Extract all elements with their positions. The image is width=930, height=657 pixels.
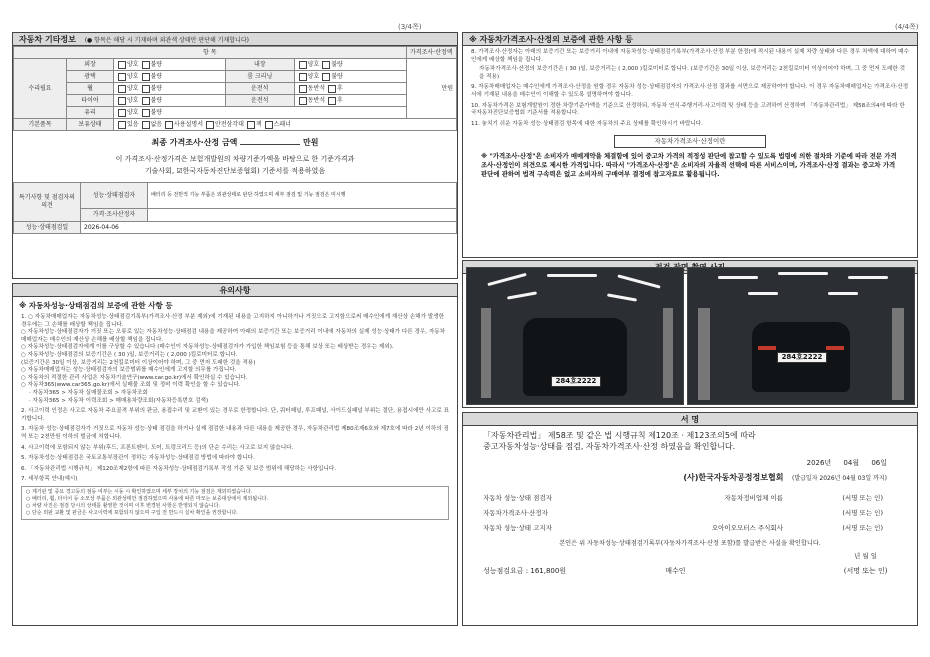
notice-paragraph: 4. 사고이력에 포함되지 않는 부위(후드, 프론트펜더, 도어, 트렁크리드 등)의 단순 수리는 사고로 보지 않습니다. <box>21 444 294 451</box>
price-definition-title: 자동차가격조사·산정이란 <box>614 135 766 148</box>
checkbox[interactable] <box>142 109 150 117</box>
checkbox[interactable] <box>118 85 126 93</box>
sign-law-text <box>463 426 917 456</box>
checkbox[interactable] <box>142 97 150 105</box>
notice-section <box>12 283 458 626</box>
sign-field[interactable]: (서명 또는 인) <box>842 524 883 532</box>
rear-photo <box>687 267 915 405</box>
price-warranty-section <box>462 32 918 258</box>
etc-info-title: 자동차 기타정보 <box>19 35 76 44</box>
sign-row: 자동차 성능·상태 고지자 오아이오모터스 주식회사 (서명 또는 인) <box>483 521 897 536</box>
checkbox[interactable] <box>142 85 150 93</box>
opinion-table <box>13 182 457 234</box>
etc-info-table <box>13 46 457 131</box>
front-plate: 284호2222 <box>551 376 601 387</box>
sign-date: 2026년 04월 06일 <box>806 459 887 467</box>
price-unit: 만원 <box>406 59 456 119</box>
checkbox[interactable] <box>206 121 214 129</box>
final-price-label: 최종 가격조사·산정 금액 <box>151 138 238 147</box>
checkbox[interactable] <box>118 61 126 69</box>
sign-org: (사)한국자동차공정정보협회 (발급일자 2026년 04월 03일 까지) <box>683 473 887 482</box>
warranty-paragraph: 자동차가격조사·산정의 보증기간은 ( 30 )일, 보증거리는 ( 2,000 )킬로미터로 합니다. (보증기간은 30일 이상, 보증거리는 2천킬로미터 이상이어야 하며, 그 중 먼저 도래한 것을 적용) <box>479 66 905 80</box>
fee-label: 성능점검요금 : 161,800원 <box>483 567 567 575</box>
rear-plate: 284호2222 <box>777 352 827 363</box>
notice-detail-item: ○ 단순 외판 교환 및 판금은 사고이력에 포함되지 않으며 구입 전 반드시 실차 확인을 권장합니다. <box>26 509 238 516</box>
row-group-repair: 수리필요 <box>14 59 67 119</box>
row-name: 룸 크리닝 <box>225 71 294 83</box>
row-name: 유리 <box>67 107 114 119</box>
col-price-header: 가격조사·산정액 <box>406 47 456 59</box>
checkbox[interactable] <box>299 73 307 81</box>
notice-paragraph: 2. 사고이력 인정은 사고로 자동차 주요골격 부위의 판금, 용접수리 및 교환이 있는 경우로 한정합니다. 단, 쿼터패널, 루프패널, 사이드실패널 부위는 절단, 용접시에만 사고로 표기합니다. <box>21 408 449 422</box>
checkbox[interactable] <box>328 97 336 105</box>
checkbox[interactable] <box>299 61 307 69</box>
row-name: 운전석 <box>225 83 294 95</box>
table-row: 유리 양호 불량 <box>14 107 457 119</box>
checkbox[interactable] <box>142 73 150 81</box>
table-row: 수리필요 외장 양호 불량 내장 양호 불량 만원 <box>14 59 457 71</box>
etc-info-section <box>12 32 458 279</box>
page-number-left: (3/4쪽) <box>398 23 422 31</box>
etc-info-note: (● 항목은 해당 시 기재하며 외관색 상태만 판단해 기재합니다) <box>84 37 249 44</box>
final-price-row <box>13 137 457 148</box>
sign-rows <box>463 491 917 536</box>
checkbox[interactable] <box>118 121 126 129</box>
warranty-paragraph: 8. 가격조사·산정자는 아래의 보증기간 또는 보증거리 이내에 자동차성능·상태점검기록부(가격조사·산정 부분 한정)에 적시된 내용이 실제 차량 상태와 다른 경우 차액에 대하여 매수인에게 배상할 책임을 집니다. <box>471 49 909 63</box>
warranty-paragraph: 9. 자동차매매업자는 매수인에게 가격조사·산정을 원할 경우 자동차 성능·상태점검자의 가격조사·산정 결과를 서면으로 제공하여야 합니다. 이 경우 자동차매매업자는 가격조사·산정서에 기재된 내용을 매수인이 이해할 수 있도록 설명하여야 합니다. <box>471 84 909 98</box>
notice-paragraph: · 자동차365 > 자동차 실매물조회 > 자동차조회 <box>29 389 148 396</box>
notice-detail-item: ○ 차량 사진은 점검 당시의 상태를 촬영한 것이며 이후 변경된 사항은 반영되지 않습니다. <box>26 502 221 509</box>
table-row: 광택 양호 불량 룸 크리닝 양호 불량 <box>14 71 457 83</box>
checkbox[interactable] <box>165 121 173 129</box>
receipt-date: 년 월 일 <box>854 552 877 560</box>
col-item-header: 항 목 <box>14 47 407 59</box>
notice-paragraph: ○ 자동차성능·상태점검자에게 이를 구상할 수 있습니다 (매수인이 자동차성능·상태점검자가 가입한 책임보험 등을 통해 보상 또는 배상받는 경우는 제외). <box>21 344 394 351</box>
checkbox[interactable] <box>247 121 255 129</box>
opinion-text: 배터리 등 전반적 기능 부품은 외관상태로 판단 하였으며 세부 점검 및 기능 점검은 미시행 <box>148 183 457 209</box>
notice-body <box>13 314 457 520</box>
row-name: 보유상태 <box>67 119 114 131</box>
checkbox[interactable] <box>322 73 330 81</box>
row-name: 운전석 <box>225 95 294 107</box>
sign-section <box>462 412 918 626</box>
notice-paragraph: · 자동차365 > 자동차 이력조회 > 매매용차량조회(자동차등록번호 검색) <box>29 397 209 404</box>
sign-field[interactable]: (서명 또는 인) <box>842 494 883 502</box>
warranty-paragraph: 10. 자동차가격은 보험개발원이 정한 차량기준가액을 기준으로 산정하되, 자동차 연식·주행거리·사고이력 및 상태 등을 고려하여 산정하며 「자동차관리법」 제58조의4에 따라 한국자동차진단보증협회 기준서를 적용합니다. <box>471 102 905 117</box>
sign-row: 자동차가격조사·산정자 (서명 또는 인) <box>483 506 897 521</box>
price-definition-text: ※ "가격조사·산정"은 소비자가 매매계약을 체결함에 있어 중고차 가격의 적정성 판단에 참고할 수 있도록 법령에 의한 절차와 기준에 따라 전문 가격조사·산정인이 의견으로 제시한 가격입니다. 따라서 "가격조사·산정"은 소비자의 자율적 선택에 따른 서비스이며, 가격조사·산정 결과는 중고차 가격판단에 관하여 법적 구속력은 없고 소비자의 구매여부 결정에 참고자료로 활용됩니다. <box>481 152 897 179</box>
notice-paragraph: ○ 자동차365(www.car365.go.kr)에서 실매물 조회 및 정비 이력 확인을 할 수 있습니다. <box>21 382 241 389</box>
checkbox[interactable] <box>118 97 126 105</box>
sign-title: 서 명 <box>463 413 917 426</box>
sign-field[interactable]: (서명 또는 인) <box>842 509 883 517</box>
fee-row <box>463 566 917 576</box>
buyer-sign-field[interactable]: (서명 또는 인) <box>843 567 888 575</box>
page-number-right: (4/4쪽) <box>895 23 919 31</box>
notice-paragraph: (보증기간은 30일 이상, 보증거리는 2천킬로미터 이상이어야 하며, 그 중 먼저 도래한 것을 적용) <box>21 359 256 366</box>
basis-line-2: 기술사회, ☑한국자동차진단보증협회) 기준서를 적용하였음 <box>144 167 326 175</box>
etc-info-header <box>13 33 457 46</box>
notice-paragraph: 5. 자동차성능·상태점검은 국토교통부장관이 정하는 자동차성능·상태점검 방법에 따라야 합니다. <box>21 455 255 462</box>
notice-subtitle: ※ 자동차성능·상태점검의 보증에 관한 사항 등 <box>19 301 173 310</box>
price-warranty-body <box>463 46 917 131</box>
notice-paragraph: 3. 자동차 성능·상태점검자가 거짓으로 자동차 성능·상태 점검을 하거나 실제 점검한 내용과 다른 내용을 제공한 경우, 자동차관리법 제80조제6호와 제7호에 따라 2년 이하의 징역 또는 2천만원 이하의 벌금에 처합니다. <box>21 426 449 440</box>
table-row: 휠 양호 불량 운전석 동반석 후 <box>14 83 457 95</box>
row-name: 내장 <box>225 59 294 71</box>
notice-header: 유의사항 <box>13 284 457 297</box>
price-warranty-title: ※ 자동차가격조사·산정의 보증에 관한 사항 등 <box>463 33 917 46</box>
opinion-inspector: 성능·상태점검자 <box>81 183 148 209</box>
warranty-paragraph: 11. 놓치기 쉬운 자동차 성능·상태점검 항목에 대한 자동차의 주요 상태를 확인하시기 바랍니다. <box>471 120 703 127</box>
front-photo <box>466 267 684 405</box>
inspection-date-label: 성능·상태점검일 <box>14 222 81 234</box>
final-price-unit: 만원 <box>303 138 319 147</box>
row-group-basic: 기본품목 <box>14 119 67 131</box>
checkbox[interactable] <box>118 109 126 117</box>
checkbox[interactable] <box>328 85 336 93</box>
row-name: 타이어 <box>67 95 114 107</box>
table-row: 타이어 양호 불량 운전석 동반석 후 <box>14 95 457 107</box>
checkbox[interactable] <box>118 73 126 81</box>
notice-paragraph: ○ 자동차의 적절한 관리 사업은 자동차기술연구(www.car.go.kr)에서 확인하실 수 있습니다. <box>21 374 248 381</box>
inspection-date-value: 2026-04-06 <box>81 222 457 234</box>
checkbox[interactable] <box>299 85 307 93</box>
opinion-appraiser: 가격·조사산정자 <box>81 208 148 221</box>
notice-paragraph: ○ 자동차성능·상태점검자가 거짓 또는 오류로 있는 자동차성능·상태점검 내용을 제공하여 아래의 보증기간 또는 보증거리 이내에 자동차의 실제 성능·상태가 다른 경우, 자동차매매업자는 매수인의 재산상 손해를 배상할 책임을 집니다. <box>21 329 446 343</box>
notice-detail-box <box>21 486 449 520</box>
notice-paragraph: 1. ○ 자동차매매업자는 자동차성능·상태점검기록부(가격조사·산정 부분 제외)에 기재된 내용을 고지하지 아니하거나 거짓으로 고지함으로써 매수인에게 재산상 손해가 발생한 경우에는 그 손해를 배상할 책임을 집니다. <box>21 314 445 328</box>
opinion-label: 특기사항 및 점검자의 의견 <box>14 183 81 222</box>
notice-paragraph: ○ 자동차성능·상태점검의 보증기간은 ( 30 )일, 보증거리는 ( 2,000 )킬로미터로 합니다. <box>21 351 238 358</box>
checkbox[interactable] <box>142 61 150 69</box>
buyer-label: 매수인 <box>665 567 686 575</box>
checkbox[interactable] <box>265 121 273 129</box>
notice-detail-item: ○ 배터리, 휠, 타이어 등 소모성 부품은 외관상태만 점검하였으며 사용에 따른 마모는 보증대상에서 제외됩니다. <box>26 495 269 502</box>
receipt-line: 본인은 위 자동차성능·상태점검기록부(자동차가격조사·산정 포함)를 발급받은 사실을 확인합니다. <box>559 540 821 547</box>
notice-detail-item: ○ 계기판 및 중요 경고등의 점등 여부는 시동 시 확인하였으며 세부 장치의 기능 점검은 제외하였습니다. <box>26 488 253 495</box>
checkbox[interactable] <box>299 97 307 105</box>
row-name: 휠 <box>67 83 114 95</box>
notice-paragraph: 6. 「자동차관리법 시행규칙」 제120조제2항에 따른 자동차성능·상태점검기록부 작성 기준 및 보증 범위에 해당하는 사항입니다. <box>21 465 337 472</box>
notice-paragraph: 7. 세부항목 안내(예시) <box>21 476 78 483</box>
row-name: 광택 <box>67 71 114 83</box>
sign-row: 자동차 성능·상태 점검자 자동차정비업체 이름 (서명 또는 인) <box>483 491 897 506</box>
table-row: 기본품목 보유상태 있음 없음 사용설명서 안전삼각대 잭 스패너 <box>14 119 457 131</box>
basis-line-1: 이 가격조사·산정가격은 보험개발원의 차량기준가액을 바탕으로 한 기준가격과 <box>115 155 355 163</box>
sign-law-line: 「자동차관리법」 제58조 및 같은 법 시행규칙 제120조 · 제123조의5에 따라 <box>483 431 756 440</box>
checkbox[interactable] <box>142 121 150 129</box>
notice-paragraph: ○ 자동차매매업자는 성능·상태점검자의 보증범위를 매수인에게 고지할 의무를 가집니다. <box>21 367 237 374</box>
sign-law-line: 중고자동차성능·상태를 점검, 자동차가격조사·산정 하였음을 확인합니다. <box>483 442 736 451</box>
final-price-field[interactable] <box>240 144 300 145</box>
row-name: 외장 <box>67 59 114 71</box>
checkbox[interactable] <box>322 61 330 69</box>
